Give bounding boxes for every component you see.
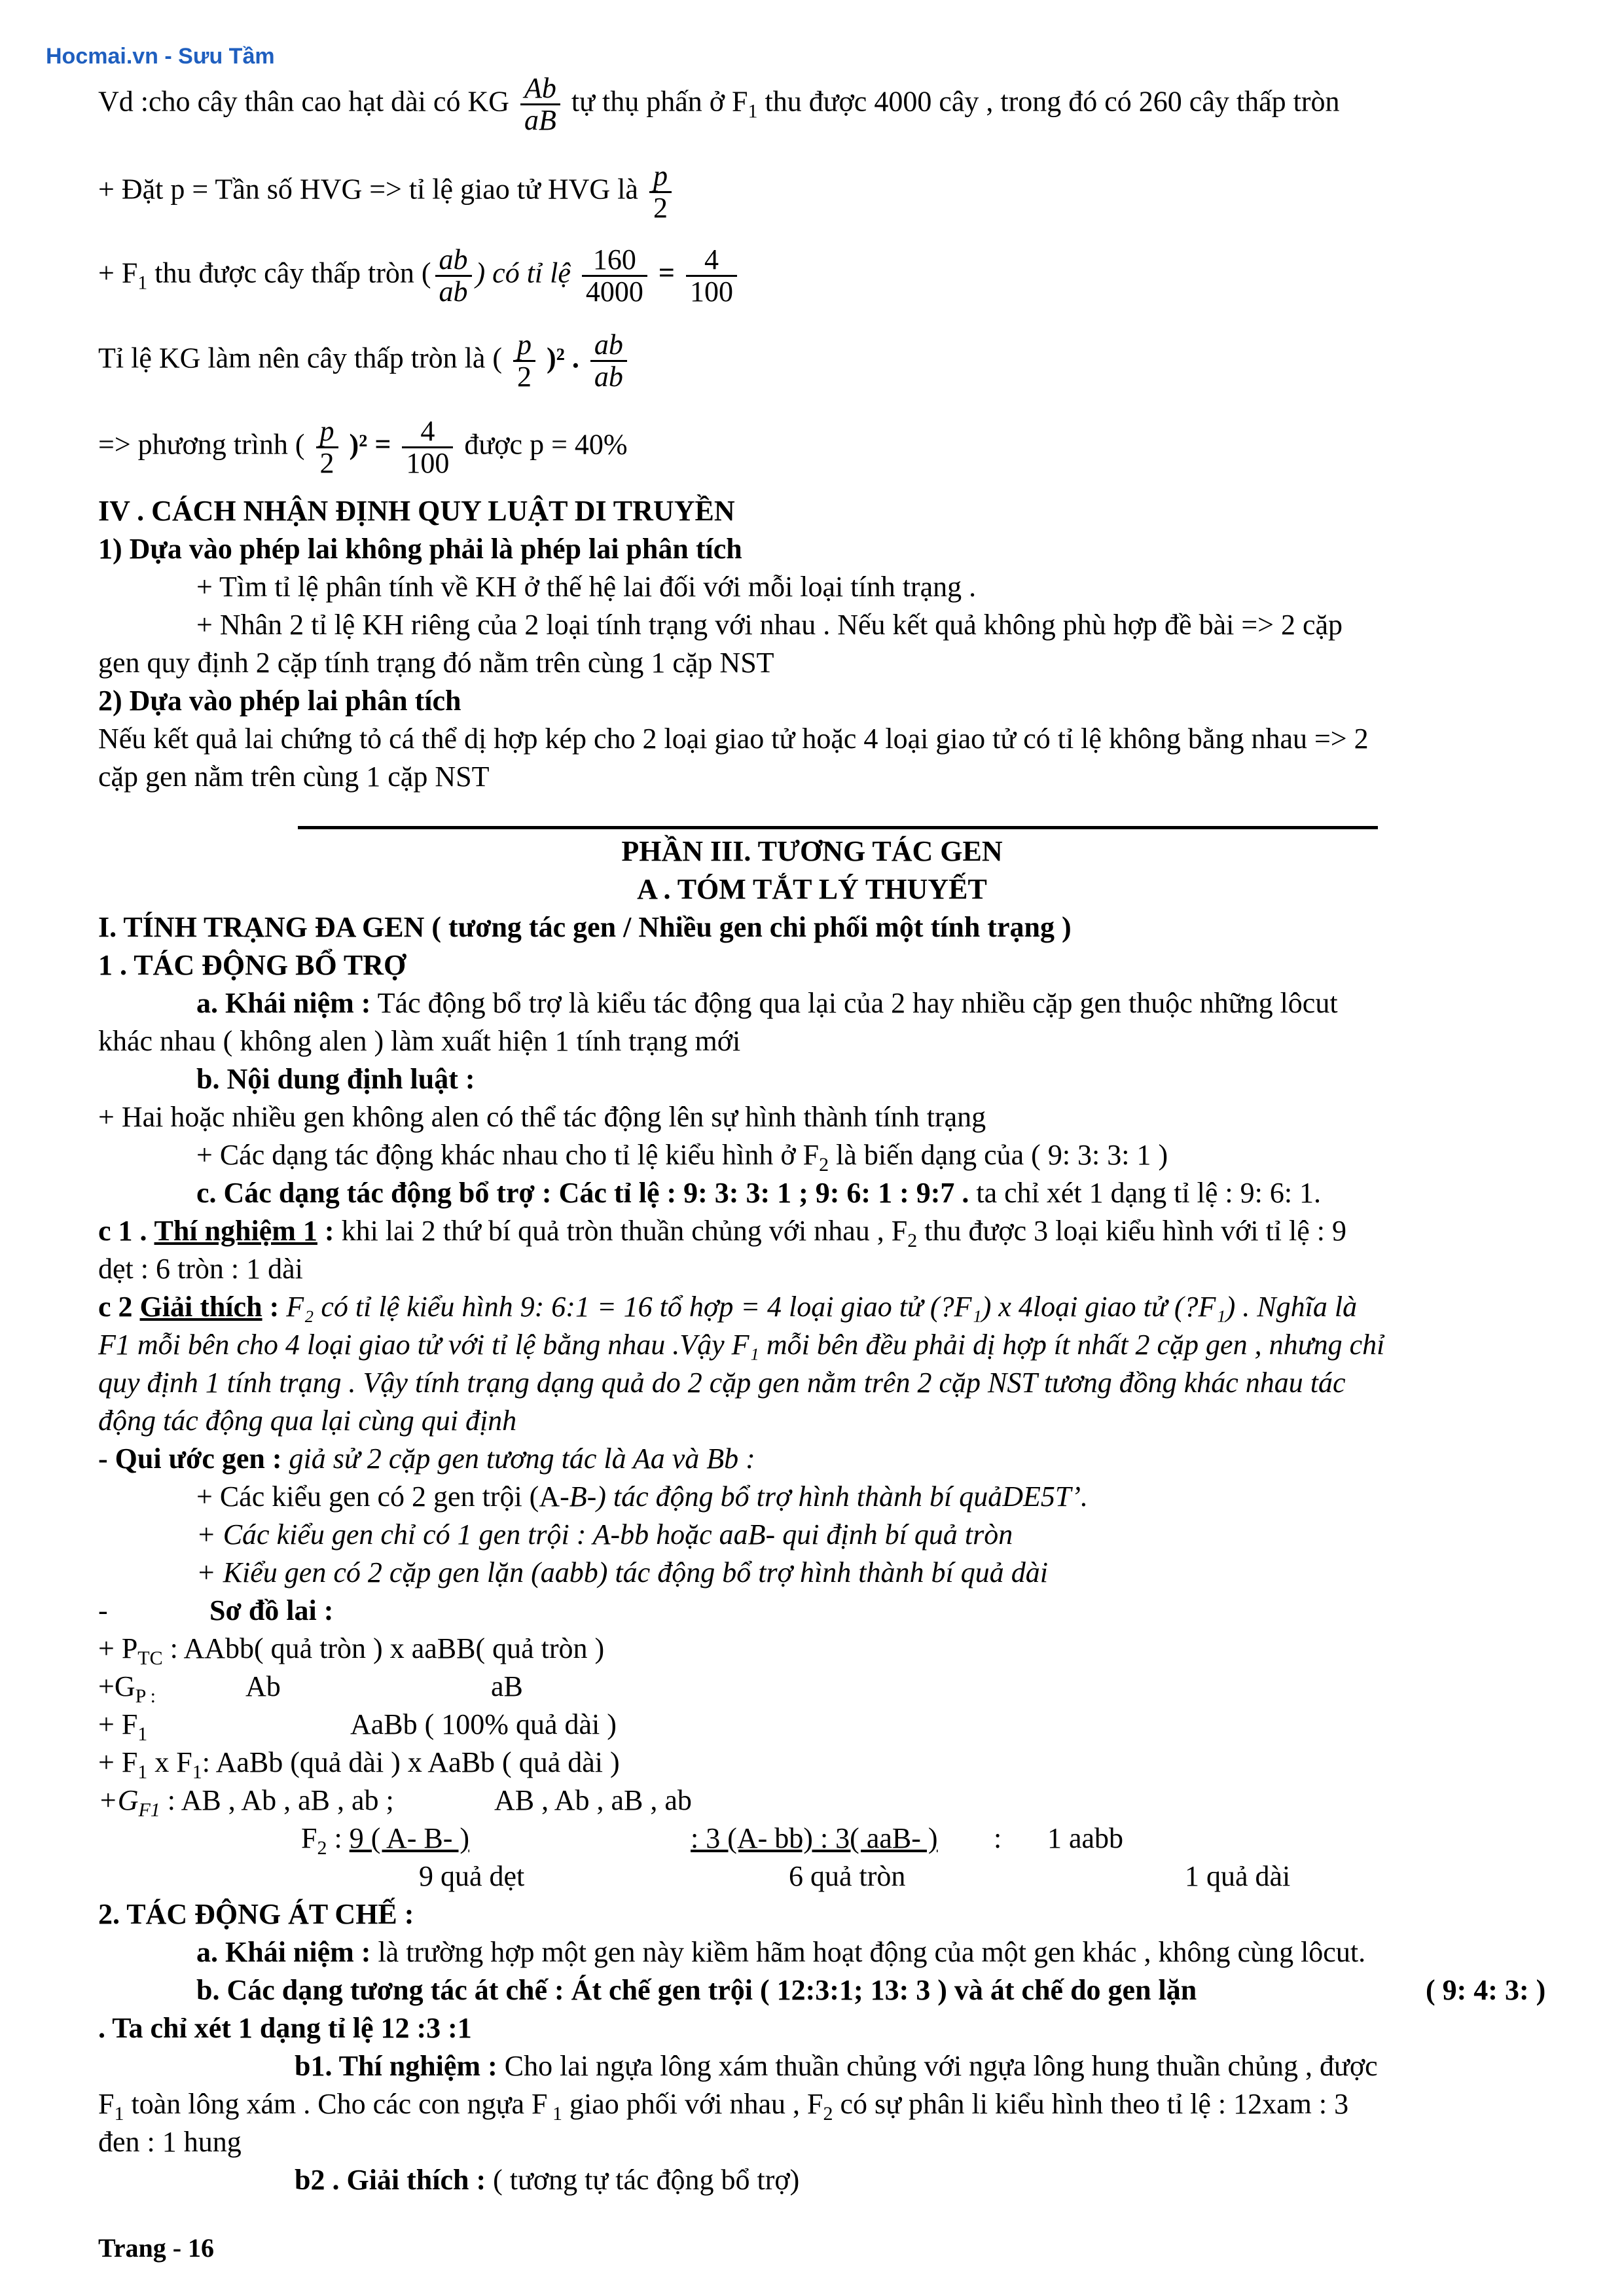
explanation-c2-line-2: F1 mỗi bên cho 4 loại giao tử với tỉ lệ bằng nhau .Vậy F₁ mỗi bên đều phải dị hợp ít nhất 2 cặp gen , nhưng chỉ (98, 1329, 1385, 1361)
site-header: Hocmai.vn - Sưu Tầm (46, 44, 275, 69)
explanation-b2: b2 . Giải thích : ( tương tự tác động bổ trợ) (295, 2164, 800, 2196)
cross-gf1: $+G_{F1}$ : AB , Ab , aB , ab ; (98, 1784, 394, 1821)
explanation-c2: c 2 Giải thích : F₂ có tỉ lệ kiểu hình 9: 6:1 = 16 tổ hợp = 4 loại giao tử (?F₁) x 4loại giao tử (?F₁) . Nghĩa là (98, 1291, 1358, 1323)
content-b-label: b. Nội dung định luật : (196, 1063, 475, 1095)
phenotype-3: 1 quả dài (1185, 1860, 1291, 1892)
cross-gp: $+G_{P :}$ (98, 1670, 156, 1707)
example-line-3: + $F_1$ thu được cây thấp tròn ( $\frac{ab}{ab}$ ) có tỉ lệ $\frac{160}{4000}$ = $\frac{4}{100}$ (98, 245, 741, 307)
cross-f1-result: AaBb ( 100% quả dài ) (350, 1708, 617, 1740)
gene-convention-2: + Các kiểu gen chỉ có 1 gen trội : A-bb hoặc aaB- qui định bí quả tròn (196, 1518, 1013, 1551)
cross-f2: $F_2$ : 9 ( A- B- ) (301, 1822, 470, 1859)
part-subtitle: A . TÓM TẮT LÝ THUYẾT (637, 873, 987, 905)
epistasis-b-right: ( 9: 4: 3: ) (1426, 1974, 1546, 2006)
cross-gp-ab: Ab (245, 1670, 281, 1702)
cross-ptc: + $P_{TC}$ : AAbb( quả tròn ) x aaBB( quả tròn ) (98, 1632, 605, 1669)
part-title: PHẦN III. TƯƠNG TÁC GEN (621, 835, 1003, 867)
example-line-5: => phương trình ( $\frac{p}{2}$ )² = $\frac{4}{100}$ được p = 40% (98, 415, 628, 479)
experiment-c1-cont: dẹt : 6 tròn : 1 dài (98, 1253, 303, 1285)
phenotype-2: 6 quả tròn (789, 1860, 906, 1892)
cross-diagram-dash: - (98, 1594, 108, 1626)
example-line-2: + Đặt p = Tần số HVG => tỉ lệ giao tử HVG là $\frac{p}{2}$ (98, 161, 676, 223)
gene-convention-1: + Các kiểu gen có 2 gen trội (A-B-) tác động bổ trợ hình thành bí quảDE5T’. (196, 1480, 1088, 1513)
section-iv-p1: + Tìm tỉ lệ phân tính về KH ở thế hệ lai đối với mỗi loại tính trạng . (196, 571, 977, 603)
page-number: Trang - 16 (98, 2233, 215, 2263)
cross-diagram-label: Sơ đồ lai : (209, 1594, 334, 1626)
forms-c: c. Các dạng tác động bổ trợ : Các tỉ lệ : 9: 3: 3: 1 ; 9: 6: 1 : 9:7 . ta chỉ xét 1 dạng tỉ lệ : 9: 6: 1. (196, 1177, 1322, 1209)
cross-f1xf1: + $F_1$ x $F_1$: AaBb (quả dài ) x AaBb ( quả dài ) (98, 1746, 620, 1783)
cross-gf1-right: AB , Ab , aB , ab (494, 1784, 692, 1816)
cross-gp-ab2: aB (491, 1670, 523, 1702)
gene-convention-3: + Kiểu gen có 2 cặp gen lặn (aabb) tác động bổ trợ hình thành bí quả dài (196, 1556, 1048, 1588)
epistasis-a: a. Khái niệm : là trường hợp một gen này kiềm hãm hoạt động của một gen khác , không cùng lôcut. (196, 1936, 1366, 1968)
example-line-1: Vd :cho cây thân cao hạt dài có KG $\frac{Ab}{aB}$ tự thụ phấn ở $F_1$ thu được 4000 cây , trong đó có 260 cây thấp tròn (98, 72, 1340, 136)
epistasis-b: b. Các dạng tương tác át chế : Át chế gen trội ( 12:3:1; 13: 3 ) và át chế do gen lặn (196, 1974, 1197, 2006)
gene-convention: - Qui ước gen : giả sử 2 cặp gen tương tác là Aa và Bb : (98, 1443, 755, 1475)
cross-f2-colon: : (994, 1822, 1002, 1854)
subsection-1-title: 1 . TÁC ĐỘNG BỔ TRỢ (98, 949, 406, 981)
explanation-c2-line-4: động tác động qua lại cùng qui định (98, 1405, 517, 1437)
section-iv-p3: gen quy định 2 cặp tính trạng đó nằm trên cùng 1 cặp NST (98, 647, 774, 679)
cross-f1: + $F_1$ (98, 1708, 148, 1745)
section-iv-heading-1: 1) Dựa vào phép lai không phải là phép lai phân tích (98, 533, 742, 565)
experiment-b1-end: đen : 1 hung (98, 2126, 242, 2158)
section-i-title: I. TÍNH TRẠNG ĐA GEN ( tương tác gen / Nhiều gen chi phối một tính trạng ) (98, 911, 1072, 943)
subsection-2-title: 2. TÁC ĐỘNG ÁT CHẾ : (98, 1898, 414, 1930)
experiment-c1: c 1 . Thí nghiệm 1 : khi lai 2 thứ bí quả tròn thuần chủng với nhau , $F_2$ thu được 3 loại kiểu hình với tỉ lệ : 9 (98, 1215, 1347, 1251)
cross-f2-middle: : 3 (A- bb) : 3( aaB- ) (691, 1822, 938, 1854)
content-b-p2: + Các dạng tác động khác nhau cho tỉ lệ kiểu hình ở $F_2$ là biến dạng của ( 9: 3: 3: 1 ) (196, 1139, 1168, 1175)
concept-a-cont: khác nhau ( không alen ) làm xuất hiện 1 tính trạng mới (98, 1025, 741, 1057)
epistasis-b-cont: . Ta chỉ xét 1 dạng tỉ lệ 12 :3 :1 (98, 2012, 472, 2044)
content-b-p1: + Hai hoặc nhiều gen không alen có thể tác động lên sự hình thành tính trạng (98, 1101, 986, 1133)
section-iv-p4: Nếu kết quả lai chứng tỏ cá thể dị hợp kép cho 2 loại giao tử hoặc 4 loại giao tử có tỉ lệ không bằng nhau => 2 (98, 723, 1369, 755)
section-divider (298, 826, 1378, 829)
section-iv-p5: cặp gen nằm trên cùng 1 cặp NST (98, 761, 490, 793)
cross-f2-last: 1 aabb (1047, 1822, 1124, 1854)
section-iv-p2: + Nhân 2 tỉ lệ KH riêng của 2 loại tính trạng với nhau . Nếu kết quả không phù hợp đề bài => 2 cặp (196, 609, 1343, 641)
phenotype-1: 9 quả dẹt (419, 1860, 525, 1892)
experiment-b1: b1. Thí nghiệm : Cho lai ngựa lông xám thuần chủng với ngựa lông hung thuần chủng , được (295, 2050, 1378, 2082)
section-iv-heading-2: 2) Dựa vào phép lai phân tích (98, 685, 461, 717)
example-line-4: Tỉ lệ KG làm nên cây thấp tròn là ( $\frac{p}{2}$ )² . $\frac{ab}{ab}$ (98, 330, 631, 392)
section-iv-title: IV . CÁCH NHẬN ĐỊNH QUY LUẬT DI TRUYỀN (98, 495, 735, 527)
explanation-c2-line-3: quy định 1 tính trạng . Vậy tính trạng dạng quả do 2 cặp gen nằm trên 2 cặp NST tương đồng khác nhau tác (98, 1367, 1346, 1399)
concept-a: a. Khái niệm : Tác động bổ trợ là kiểu tác động qua lại của 2 hay nhiều cặp gen thuộc những lôcut (196, 987, 1338, 1019)
experiment-b1-cont: $F_1$ toàn lông xám . Cho các con ngựa F $_1$ giao phối với nhau , $F_2$ có sự phân li kiểu hình theo tỉ lệ : 12xam : 3 (98, 2088, 1349, 2125)
